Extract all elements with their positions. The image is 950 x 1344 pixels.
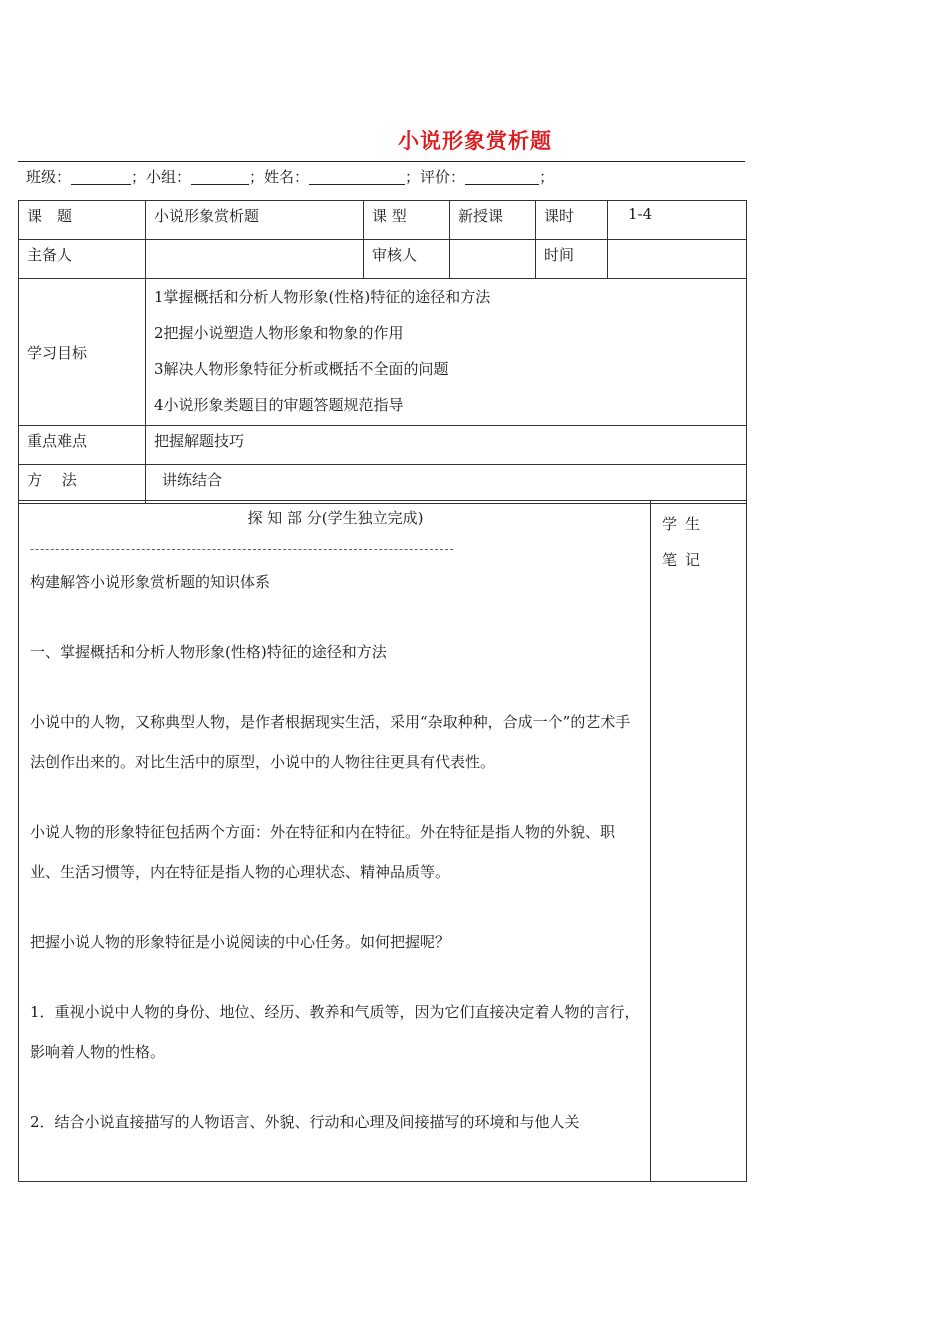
- paragraph-two: 小说人物的形象特征包括两个方面：外在特征和内在特征。外在特征是指人物的外貌、职业、生活习惯等，内在特征是指人物的心理状态、精神品质等。: [30, 823, 616, 881]
- reviewer-value-cell: [450, 240, 536, 279]
- paragraph-three: 把握小说人物的形象特征是小说阅读的中心任务。如何把握呢？: [30, 933, 451, 951]
- goal-item: 1掌握概括和分析人物形象(性格)特征的途径和方法: [154, 288, 491, 306]
- preparer-row: [19, 240, 747, 279]
- section-heading: 探 知 部 分(学生独立完成): [247, 509, 424, 527]
- paragraph-one: 小说中的人物，又称典型人物，是作者根据现实生活，采用“杂取种种，合成一个”的艺术手法创作出来的。对比生活中的原型，小说中的人物往往更具有代表性。: [30, 713, 631, 771]
- key-points-row: [19, 426, 747, 465]
- name-label: ；姓名：: [249, 168, 310, 186]
- goal-item: 3解决人物形象特征分析或概括不全面的问题: [154, 360, 449, 378]
- class-info-line: [26, 166, 554, 187]
- dashed-divider: ------------------------------------------------------------------------------------: [30, 542, 455, 556]
- point-one: 1．重视小说中人物的身份、地位、经历、教养和气质等，因为它们直接决定着人物的言行，影响着人物的性格。: [30, 1003, 640, 1061]
- study-content-cell: [19, 501, 651, 1182]
- key-label-cell: 重点难点: [19, 426, 146, 465]
- heading-one: 一、掌握概括和分析人物形象(性格)特征的途径和方法: [30, 643, 387, 661]
- class-label: 班级：: [26, 168, 72, 186]
- hours-label-cell: 课时: [536, 201, 608, 240]
- page-title: 小说形象赏析题: [398, 129, 552, 153]
- group-blank[interactable]: [191, 168, 249, 185]
- title-divider: [18, 161, 745, 162]
- reviewer-label-cell: 审核人: [364, 240, 450, 279]
- intro-text: 构建解答小说形象赏析题的知识体系: [30, 573, 271, 591]
- preparer-label-cell: 主备人: [19, 240, 146, 279]
- study-section-table: [18, 500, 747, 1182]
- hours-value-cell: 1-4: [608, 201, 747, 240]
- time-value-cell: [608, 240, 747, 279]
- line-end: ；: [539, 168, 555, 186]
- goals-list-cell: [146, 279, 747, 426]
- topic-label-cell: 课 题: [19, 201, 146, 240]
- type-label-cell: 课 型: [364, 201, 450, 240]
- notes-label-line2: 笔记: [662, 551, 709, 569]
- key-value-cell: 把握解题技巧: [146, 426, 747, 465]
- group-label: ；小组：: [131, 168, 192, 186]
- eval-label: ；评价：: [405, 168, 466, 186]
- eval-blank[interactable]: [465, 168, 539, 185]
- class-blank[interactable]: [71, 168, 131, 185]
- student-notes-cell: [651, 501, 747, 1182]
- goal-item: 2把握小说塑造人物形象和物象的作用: [154, 324, 404, 342]
- preparer-value-cell: [146, 240, 364, 279]
- point-two: 2．结合小说直接描写的人物语言、外貌、行动和心理及间接描写的环境和与他人关: [30, 1113, 580, 1131]
- type-value-cell: 新授课: [450, 201, 536, 240]
- topic-value-cell: 小说形象赏析题: [146, 201, 364, 240]
- method-value-cell: 讲练结合: [146, 465, 747, 504]
- method-label-cell: 方 法: [19, 465, 146, 504]
- goals-label-cell: 学习目标: [19, 279, 146, 426]
- topic-row: [19, 201, 747, 240]
- method-row: [19, 465, 747, 504]
- notes-label-line1: 学生: [662, 515, 709, 533]
- lesson-info-table: [18, 200, 747, 504]
- goal-item: 4小说形象类题目的审题答题规范指导: [154, 396, 404, 414]
- name-blank[interactable]: [309, 168, 405, 185]
- time-label-cell: 时间: [536, 240, 608, 279]
- goals-row: [19, 279, 747, 426]
